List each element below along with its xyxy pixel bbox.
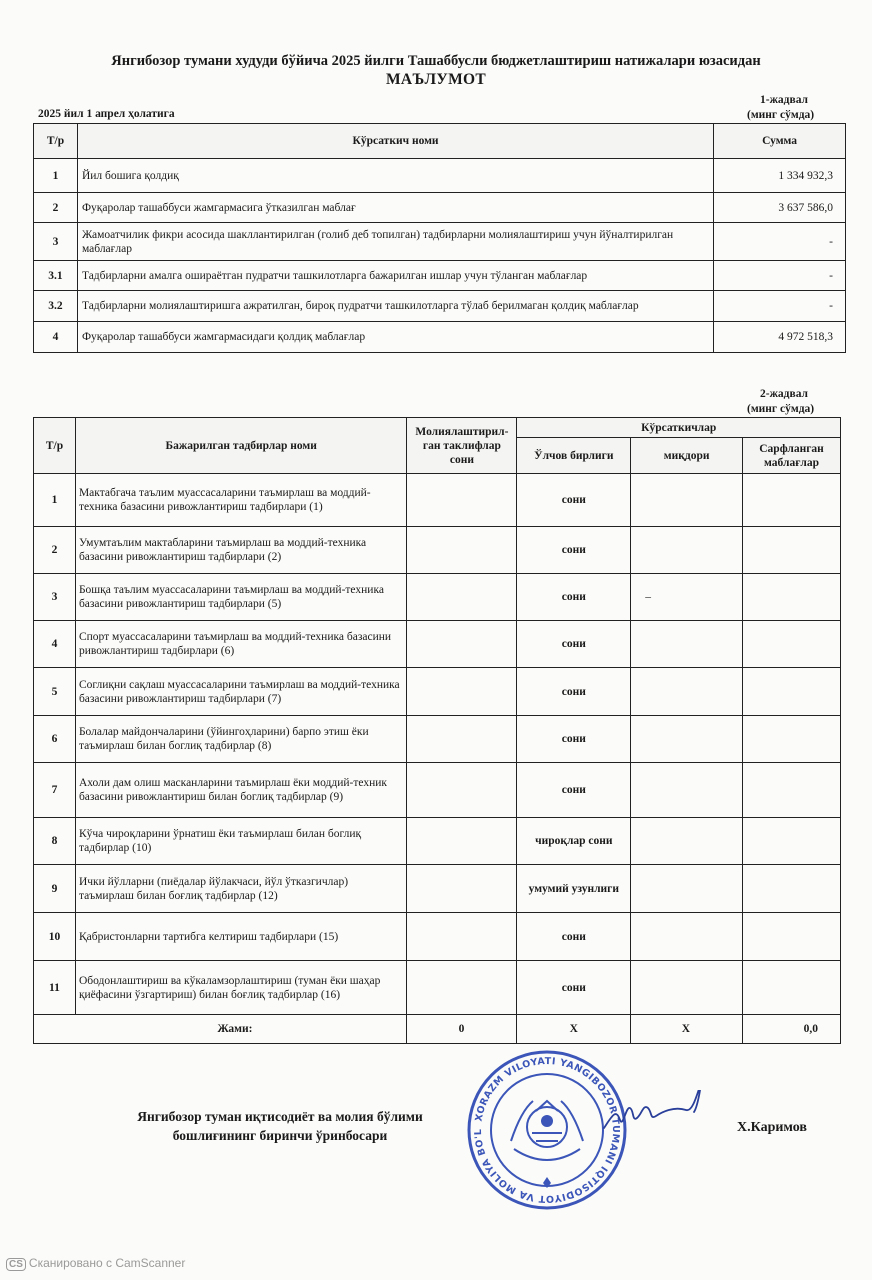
header-quantity: миқдори [631, 438, 743, 474]
header-proposals: Молиялаштирил-ган таклифлар сони [407, 418, 517, 474]
row-number: 1 [34, 474, 76, 527]
row-name: Фуқаролар ташаббуси жамгармасидаги қолдиқ маблағлар [77, 322, 713, 353]
row-quantity [631, 961, 743, 1015]
signer-position: Янгибозор туман иқтисодиёт ва молия бўлими бошлиғининг биринчи ўринбосари [137, 1109, 423, 1143]
row-number: 3 [34, 574, 76, 621]
row-number: 4 [34, 621, 76, 668]
row-number: 5 [34, 668, 76, 716]
row-unit: сони [517, 763, 631, 818]
row-unit: сони [517, 574, 631, 621]
table-row [34, 261, 846, 291]
total-proposals: 0 [407, 1015, 517, 1044]
row-quantity [631, 763, 743, 818]
row-name: Болалар майдончаларини (ўйингоҳларини) барпо этиш ёки таъмирлаш билан боглиқ тадбирлар (8) [75, 716, 407, 763]
scanner-watermark [6, 1256, 185, 1271]
row-value: 1 334 932,3 [714, 159, 846, 193]
row-number: 8 [34, 818, 76, 865]
svg-text:XORAZM VILOYATI YANGIBOZOR TUM: XORAZM VILOYATI YANGIBOZOR TUMANI IQTISODIYOT VA MOLIYA BO'L [472, 1055, 622, 1205]
table2-unit: (минг сўмда) [747, 403, 815, 415]
table2-label: 2-жадвал [760, 388, 808, 400]
report-date: 2025 йил 1 апрел ҳолатига [38, 108, 175, 120]
table-row [34, 818, 841, 865]
total-unit: Х [517, 1015, 631, 1044]
row-name: Бошқа таълим муассасаларини таъмирлаш ва моддий-техника базасини ривожлантириш тадбирлари (5) [75, 574, 407, 621]
signer-name: Х.Каримов [737, 1120, 807, 1135]
row-unit: сони [517, 913, 631, 961]
document-subtitle: МАЪЛУМОТ [385, 71, 487, 88]
table-row [34, 291, 846, 322]
row-name: Умумтаълим мактабларини таъмирлаш ва моддий-техника базасини ривожлантириш тадбирлари (2) [75, 527, 407, 574]
row-value: - [714, 223, 846, 261]
row-name: Фуқаролар ташаббуси жамгармасига ўтказилган маблағ [77, 193, 713, 223]
table1-label: 1-жадвал [760, 94, 808, 106]
row-number: 11 [34, 961, 76, 1015]
row-name: Тадбирларни амалга оширaётган пудратчи ташкилотларга бажарилган ишлар учун тўланган маблағлар [77, 261, 713, 291]
row-proposals [407, 763, 517, 818]
row-value: - [714, 291, 846, 322]
table-row [34, 621, 841, 668]
table-row [34, 193, 846, 223]
row-name: Йил бошига қолдиқ [77, 159, 713, 193]
header-unit: Ўлчов бирлиги [517, 438, 631, 474]
row-unit: сони [517, 668, 631, 716]
total-quantity: Х [631, 1015, 743, 1044]
row-number: 2 [34, 193, 78, 223]
row-quantity [631, 716, 743, 763]
row-name: Ички йўлларни (пиёдалар йўлакчаси, йўл ўтказгичлар) таъмирлаш билан боғлиқ тадбирлар (12) [75, 865, 407, 913]
row-quantity [631, 668, 743, 716]
row-unit: сони [517, 961, 631, 1015]
table-row [34, 574, 841, 621]
header-number: Т/р [34, 418, 76, 474]
table-row [34, 322, 846, 353]
header-activity-name: Бажарилган тадбирлар номи [75, 418, 407, 474]
row-name: Ахоли дам олиш масканларини таъмирлаш ёки моддий-техник базасини ривожлантириш билан боглиқ тадбирлар (9) [75, 763, 407, 818]
row-number: 10 [34, 913, 76, 961]
handwritten-signature [600, 1090, 710, 1140]
row-spent [743, 961, 841, 1015]
row-number: 2 [34, 527, 76, 574]
row-spent [743, 913, 841, 961]
row-spent [743, 763, 841, 818]
total-row [34, 1015, 841, 1044]
row-unit: чироқлар сони [517, 818, 631, 865]
row-unit: умумий узунлиги [517, 865, 631, 913]
row-number: 3.2 [34, 291, 78, 322]
row-number: 9 [34, 865, 76, 913]
row-quantity [631, 527, 743, 574]
row-proposals [407, 574, 517, 621]
summary-table [33, 123, 846, 353]
table-row [34, 474, 841, 527]
row-spent [743, 574, 841, 621]
row-spent [743, 621, 841, 668]
row-unit: сони [517, 527, 631, 574]
row-quantity [631, 474, 743, 527]
row-proposals [407, 474, 517, 527]
header-indicator: Кўрсаткич номи [77, 124, 713, 159]
row-value: - [714, 261, 846, 291]
row-name: Ободонлаштириш ва кўкаламзорлаштириш (туман ёки шаҳар қиёфасини ўзгартириш) билан боғлиқ тадбирлар (16) [75, 961, 407, 1015]
header-indicators: Кўрсаткичлар [517, 418, 841, 438]
table-row [34, 961, 841, 1015]
row-proposals [407, 527, 517, 574]
row-number: 3.1 [34, 261, 78, 291]
row-spent [743, 474, 841, 527]
row-number: 4 [34, 322, 78, 353]
row-quantity: – [631, 574, 743, 621]
row-value: 3 637 586,0 [714, 193, 846, 223]
row-proposals [407, 621, 517, 668]
row-name: Кўча чироқларини ўрнатиш ёки таъмирлаш билан боглиқ тадбирлар (10) [75, 818, 407, 865]
total-spent: 0,0 [743, 1015, 841, 1044]
row-name: Мактабгача таълим муассасаларини таъмирлаш ва моддий-техника базасини ривожлантириш тадбирлари (1) [75, 474, 407, 527]
table-row [34, 716, 841, 763]
row-number: 7 [34, 763, 76, 818]
activities-table [33, 417, 841, 1044]
row-number: 6 [34, 716, 76, 763]
row-proposals [407, 716, 517, 763]
table-row [34, 159, 846, 193]
header-number: Т/р [34, 124, 78, 159]
table-row [34, 763, 841, 818]
row-quantity [631, 913, 743, 961]
row-name: Қабристонларни тартибга келтириш тадбирлари (15) [75, 913, 407, 961]
row-quantity [631, 621, 743, 668]
table1-unit: (минг сўмда) [747, 109, 815, 121]
table-row [34, 913, 841, 961]
table-row [34, 865, 841, 913]
row-number: 3 [34, 223, 78, 261]
camscanner-icon: CS [6, 1258, 26, 1271]
row-name: Спорт муассасаларини таъмирлаш ва моддий-техника базасини ривожлантириш тадбирлари (6) [75, 621, 407, 668]
row-name: Соглиқни сақлаш муассасаларини таъмирлаш ва моддий-техника базасини ривожлантириш тадбирлари (7) [75, 668, 407, 716]
header-sum: Сумма [714, 124, 846, 159]
header-spent: Сарфланган маблағлар [743, 438, 841, 474]
row-unit: сони [517, 474, 631, 527]
row-number: 1 [34, 159, 78, 193]
row-spent [743, 716, 841, 763]
row-spent [743, 668, 841, 716]
table-row [34, 223, 846, 261]
row-proposals [407, 913, 517, 961]
scanner-text: Сканировано с CamScanner [28, 1256, 186, 1270]
row-name: Жамоатчилик фикри асосида шакллантирилган (голиб деб топилган) тадбирларни молиялаштириш учун йўналтирилган маблағлар [77, 223, 713, 261]
row-quantity [631, 865, 743, 913]
table-row [34, 668, 841, 716]
row-spent [743, 818, 841, 865]
row-unit: сони [517, 621, 631, 668]
row-name: Тадбирларни молиялаштиришга ажратилган, бироқ пудратчи ташкилотларга тўлаб берилмаган қолдиқ маблағлар [77, 291, 713, 322]
row-value: 4 972 518,3 [714, 322, 846, 353]
total-label: Жами: [34, 1015, 407, 1044]
table-row [34, 527, 841, 574]
row-proposals [407, 961, 517, 1015]
row-proposals [407, 818, 517, 865]
row-spent [743, 527, 841, 574]
row-proposals [407, 668, 517, 716]
row-proposals [407, 865, 517, 913]
row-unit: сони [517, 716, 631, 763]
document-title: Янгибозор тумани худуди бўйича 2025 йилги Ташаббусли бюджетлаштириш натижалари юзасидан [111, 53, 761, 69]
row-quantity [631, 818, 743, 865]
row-spent [743, 865, 841, 913]
